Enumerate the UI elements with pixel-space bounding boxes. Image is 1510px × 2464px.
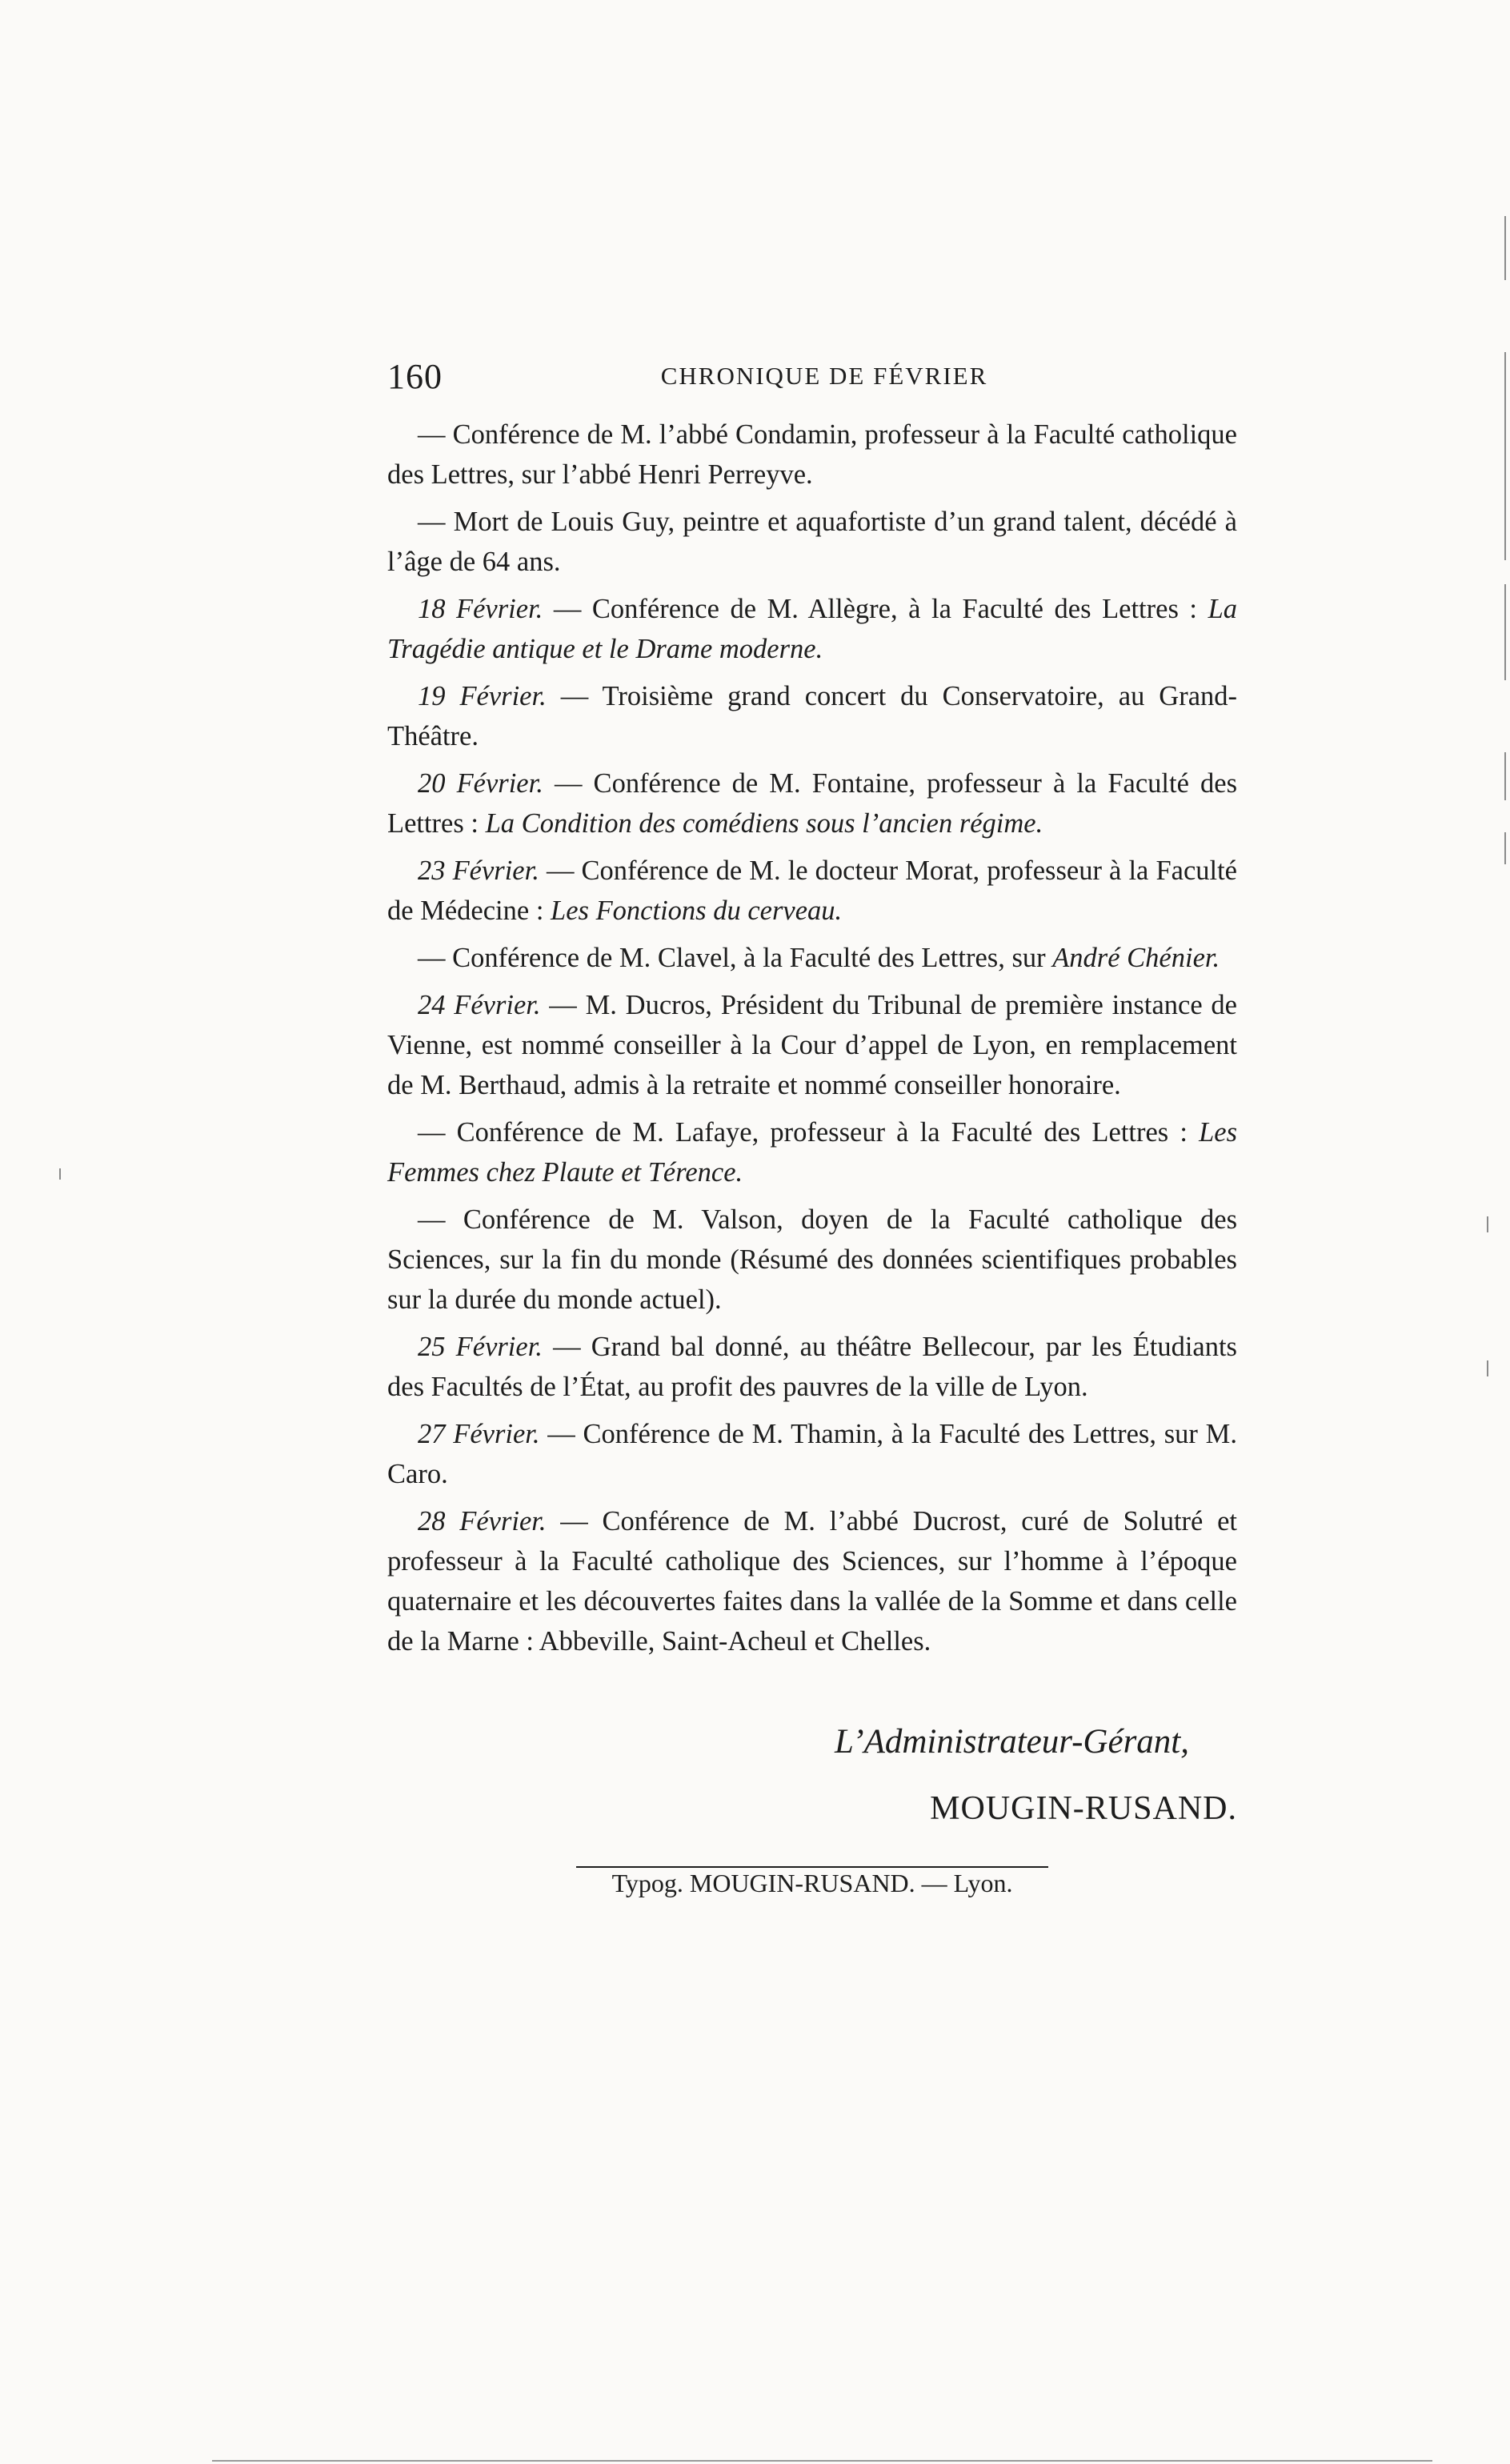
running-head: CHRONIQUE DE FÉVRIER	[660, 362, 988, 390]
chronicle-body	[387, 415, 1237, 1669]
entry: — Conférence de M. Lafaye, professeur à la Faculté des Lettres : Les Femmes chez Plaute et Térence.	[387, 1117, 1237, 1188]
page-number: 160	[387, 356, 443, 396]
entry: — Mort de Louis Guy, peintre et aquafortiste d’un grand talent, décédé à l’âge de 64 ans.	[387, 507, 1237, 577]
entry: 18 Février. — Conférence de M. Allègre, à la Faculté des Lettres : La Tragédie antique et le Drame moderne.	[387, 594, 1237, 664]
scan-bottom-edge	[212, 2460, 1432, 2462]
scan-edge-mark	[59, 1168, 61, 1180]
entry-title: Les Fonctions du cerveau.	[551, 895, 843, 926]
entry: 27 Février. — Conférence de M. Thamin, à la Faculté des Lettres, sur M. Caro.	[387, 1419, 1237, 1489]
signature-name: MOUGIN-RUSAND.	[930, 1790, 1237, 1827]
entry: 20 Février. — Conférence de M. Fontaine, professeur à la Faculté des Lettres : La Condition des comédiens sous l’ancien régime.	[387, 768, 1237, 839]
entry: 25 Février. — Grand bal donné, au théâtre Bellecour, par les Étudiants des Facultés de l’État, au profit des pauvres de la ville de Lyon.	[387, 1332, 1237, 1402]
entry-date: 23 Février.	[418, 855, 539, 886]
entry: 19 Février. — Troisième grand concert du Conservatoire, au Grand-Théâtre.	[387, 681, 1237, 751]
entry-date: 19 Février.	[418, 681, 547, 711]
entry-date: 24 Février.	[418, 990, 541, 1020]
entry: — Conférence de M. Valson, doyen de la Faculté catholique des Sciences, sur la fin du monde (Résumé des données scientifiques probables sur la durée du monde actuel).	[387, 1204, 1237, 1315]
colophon: Typog. MOUGIN-RUSAND. — Lyon.	[611, 1869, 1013, 1897]
entry-date: 25 Février.	[418, 1332, 543, 1362]
scan-edge-mark	[1504, 584, 1506, 680]
entry-title: André Chénier.	[1052, 943, 1220, 973]
entry: — Conférence de M. l’abbé Condamin, professeur à la Faculté catholique des Lettres, sur l’abbé Henri Perreyve.	[387, 419, 1237, 490]
entry-date: 27 Février.	[418, 1419, 540, 1449]
entry-title: Les Femmes chez Plaute et Térence.	[387, 1117, 1237, 1188]
scan-edge-mark	[1487, 1216, 1488, 1232]
scan-edge-mark	[1504, 832, 1506, 864]
entry-title: La Tragédie antique et le Drame moderne.	[387, 594, 1237, 664]
entry: — Conférence de M. Clavel, à la Faculté des Lettres, sur André Chénier.	[418, 943, 1220, 973]
entry-title: La Condition des comédiens sous l’ancien régime.	[485, 808, 1043, 839]
entry-date: 28 Février.	[418, 1506, 547, 1536]
scan-edge-mark	[1504, 352, 1506, 560]
scan-edge-mark	[1504, 752, 1506, 800]
scan-edge-mark	[1504, 216, 1506, 280]
entry-date: 18 Février.	[418, 594, 543, 624]
entry: 23 Février. — Conférence de M. le docteur Morat, professeur à la Faculté de Médecine : Les Fonctions du cerveau.	[387, 855, 1237, 926]
entry: 28 Février. — Conférence de M. l’abbé Ducrost, curé de Solutré et professeur à la Faculté catholique des Sciences, sur l’homme à l’époque quaternaire et les découvertes faites dans la vallée de la Somme et dans celle de la Marne : Abbeville, Saint-Acheul et Chelles.	[387, 1506, 1237, 1657]
colophon-rule	[576, 1866, 1048, 1868]
scan-edge-mark	[1487, 1360, 1488, 1376]
page-header	[387, 352, 1237, 400]
entry-date: 20 Février.	[418, 768, 543, 799]
entry: 24 Février. — M. Ducros, Président du Tribunal de première instance de Vienne, est nommé conseiller à la Cour d’appel de Lyon, en remplacement de M. Berthaud, admis à la retraite et nommé conseiller honoraire.	[387, 990, 1237, 1100]
signature-role: L’Administrateur-Gérant,	[834, 1723, 1189, 1761]
